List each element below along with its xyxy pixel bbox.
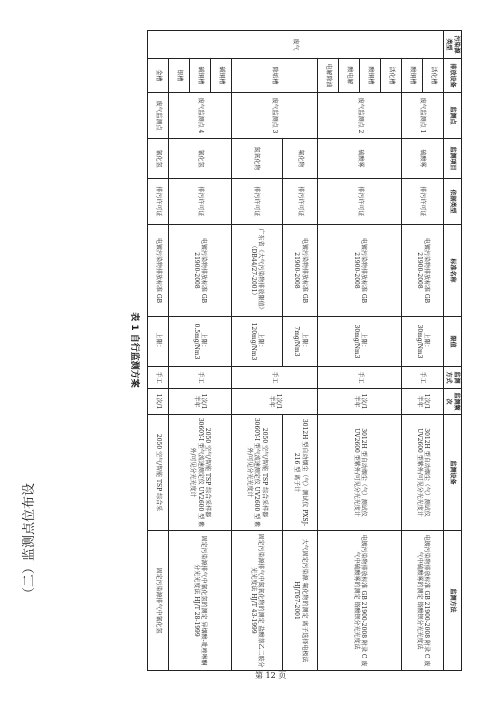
item-cell: 氮氧化物 xyxy=(231,139,282,179)
col-header: 监测设备 xyxy=(444,415,462,531)
frequency-cell: 1次/1 xyxy=(148,389,169,415)
monitoring-point-cell: 废气监测点 4 xyxy=(169,93,232,139)
method-cell: 电镀污染物排放标准 GB 21900-2008 附录 C 废气中硫酸雾的测定 铬酸钡分光光度法 xyxy=(402,531,444,671)
table-header-row xyxy=(444,31,462,671)
device-cell: 2050 空气/智能 TSP 综合采样器 3060Y-I 型气流速测定仪 UV2600 型 紫外/可见分光光度计 xyxy=(169,415,232,531)
col-header: 监测项目 xyxy=(444,139,462,179)
col-header: 污染源类型 xyxy=(444,31,462,59)
table-row xyxy=(148,31,169,671)
col-header: 依据类型 xyxy=(444,179,462,225)
pollutant-type-cell: 废气 xyxy=(148,31,444,59)
equipment-cell: 酸铜槽 xyxy=(360,59,381,93)
device-cell: 3012H 型自动烟尘（气）测试仪 UV2600 型紫外/可见分光光度计 xyxy=(318,415,402,531)
basis-cell: 排污许可证 xyxy=(231,179,282,225)
monitoring-point-cell: 废气监测点 1 xyxy=(402,93,444,139)
limit-cell: 上限：0.5mg/Nm3 xyxy=(169,317,232,367)
item-cell: 硫酸雾 xyxy=(318,139,402,179)
rotated-table-region xyxy=(102,30,462,670)
limit-cell: 上限：30mg/Nm3 xyxy=(318,317,402,367)
limit-cell: 上限：30mg/Nm3 xyxy=(402,317,444,367)
table-row xyxy=(282,31,318,671)
basis-cell: 排污许可证 xyxy=(402,179,444,225)
monitoring-point-cell: 废气监测点 3 xyxy=(231,93,318,139)
equipment-cell: 金槽 xyxy=(148,59,169,93)
frequency-cell: 1次/1半年 xyxy=(318,389,402,415)
standard-cell: 电镀污染物排放标准 GB 21900-2008 xyxy=(318,225,402,317)
col-header: 监测方法 xyxy=(444,531,462,671)
standard-cell: 电镀污染物排放标准 GB 21900-2008 xyxy=(169,225,232,317)
col-header: 监测方式 xyxy=(444,367,462,389)
method-cell: 固定污染源排气中氰化氢的测定 异烟酸-吡唑啉酮分光光度法 HJ/T 28-1999 xyxy=(169,531,232,671)
table-row xyxy=(423,31,444,671)
mode-cell: 手工 xyxy=(231,367,318,389)
table-title: 表 1 自行监测方案 xyxy=(129,312,139,388)
method-cell: 电镀污染物排放标准 GB 21900-2008 附录 C 废气中硫酸雾的测定 铬酸钡分光光度法 xyxy=(318,531,402,671)
mode-cell: 手工 xyxy=(318,367,402,389)
mode-cell: 手工 xyxy=(169,367,232,389)
monitoring-point-cell: 废气监测点 xyxy=(148,93,169,139)
section-heading: （二）监测点位布设 xyxy=(22,482,37,600)
device-cell: 2050 空气/智能 TSP 综合采 xyxy=(148,415,169,531)
equipment-cell: 除垢槽 xyxy=(231,59,318,93)
equipment-cell: 碱铜槽 xyxy=(189,59,210,93)
device-cell: 2050 空气/智能 TSP 综合采样器 3060Y-I 型气流速测定仪 UV2600 型 紫外/可见分光光度计 xyxy=(231,415,282,531)
table-row xyxy=(210,31,231,671)
mode-cell: 手工 xyxy=(402,367,444,389)
equipment-cell: 活化槽 xyxy=(423,59,444,93)
basis-cell: 排污许可证 xyxy=(148,179,169,225)
col-header: 排放设备 xyxy=(444,59,462,93)
standard-cell: 电镀污染物排放标准 GB 21900-2008 xyxy=(402,225,444,317)
col-header: 标准名称 xyxy=(444,225,462,317)
col-header: 监测频次 xyxy=(444,389,462,415)
item-cell: 硫酸雾 xyxy=(402,139,444,179)
basis-cell: 排污许可证 xyxy=(169,179,232,225)
frequency-cell: 1次/1半年 xyxy=(231,389,318,415)
limit-cell: 上限：7mg/Nm3 xyxy=(282,317,318,367)
limit-cell: 上限： xyxy=(148,317,169,367)
standard-cell: 电镀污染物排放标准 GB 21900-2008 xyxy=(282,225,318,317)
table-row xyxy=(381,31,402,671)
method-cell: 固定污染源排气中氰化氢 xyxy=(148,531,169,671)
item-cell: 氰化氢 xyxy=(148,139,169,179)
frequency-cell: 1次/1半年 xyxy=(169,389,232,415)
equipment-cell: 活化槽 xyxy=(381,59,402,93)
standard-cell: 电镀污染物排放标准 GB xyxy=(148,225,169,317)
basis-cell: 排污许可证 xyxy=(318,179,402,225)
page-number: 第 12 页 xyxy=(255,671,287,680)
method-cell: 大气固定污染源 氟化物的测定 离子选择电极法 HJ/T67-2001 xyxy=(282,531,318,671)
equipment-cell: 酸电解 xyxy=(339,59,360,93)
method-cell: 固定污染源排气中氮氧化物的测定 盐酸萘乙二胺分光光度法 HJ/T 43-1999 xyxy=(231,531,282,671)
monitoring-point-cell: 废气监测点 2 xyxy=(318,93,402,139)
frequency-cell: 1次/1半年 xyxy=(402,389,444,415)
basis-cell: 排污许可证 xyxy=(282,179,318,225)
item-cell: 氟化物 xyxy=(282,139,318,179)
device-cell: 3012H 型自动烟尘（气）测试仪 UV2600 型紫外/可见分光光度计 xyxy=(402,415,444,531)
standard-cell: 广东省《大气污染物排放限值》（DB44/27-2001） xyxy=(231,225,282,317)
mode-cell: 手工 xyxy=(148,367,169,389)
equipment-cell: 电解除油 xyxy=(318,59,339,93)
equipment-cell: 银槽 xyxy=(169,59,190,93)
item-cell: 氰化氢 xyxy=(169,139,232,179)
equipment-cell: 酸铜槽 xyxy=(402,59,423,93)
limit-cell: 上限：120mg/Nm3 xyxy=(231,317,282,367)
col-header: 监测点 xyxy=(444,93,462,139)
monitoring-plan-table xyxy=(147,30,462,671)
equipment-cell: 碱铜槽 xyxy=(210,59,231,93)
col-header: 限值 xyxy=(444,317,462,367)
device-cell: 3012H 型自动烟尘（气）测试仪 PXSJ-216 型 离子计 xyxy=(282,415,318,531)
